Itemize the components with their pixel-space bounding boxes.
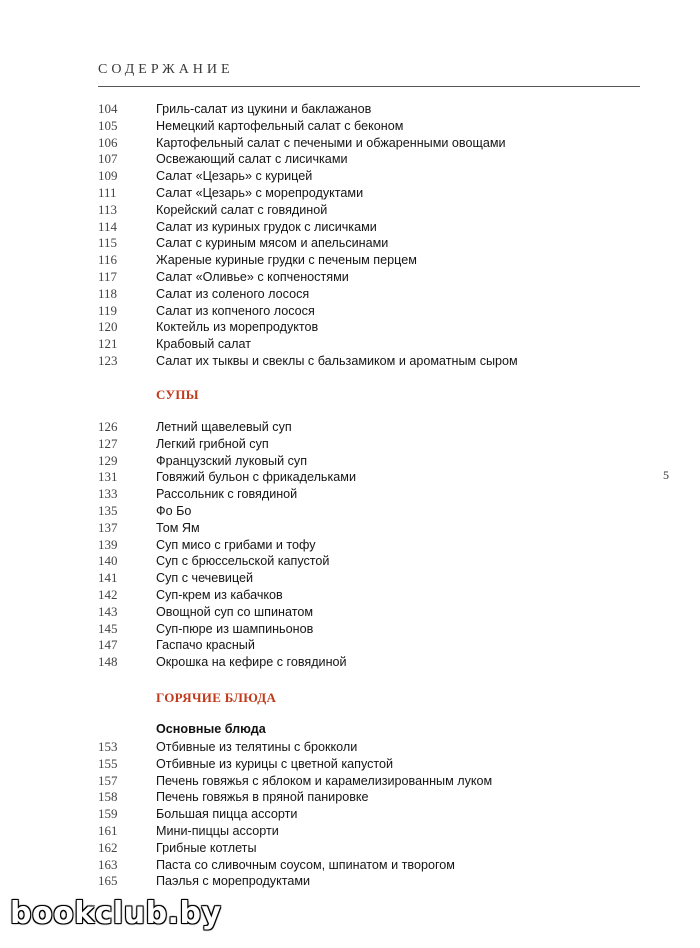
toc-entry-title: Жареные куриные грудки с печеным перцем bbox=[156, 253, 417, 268]
toc-entry-page: 143 bbox=[98, 603, 118, 619]
toc-entry-title: Легкий грибной суп bbox=[156, 436, 269, 451]
toc-entry bbox=[98, 353, 618, 370]
toc-entry-title: Паста со сливочным соусом, шпинатом и творогом bbox=[156, 857, 455, 872]
toc-entry-title: Крабовый салат bbox=[156, 337, 251, 352]
toc-entry bbox=[98, 303, 618, 320]
toc-entry-page: 148 bbox=[98, 654, 118, 670]
toc-entry bbox=[98, 520, 618, 537]
toc-entry bbox=[98, 486, 618, 503]
toc-entry-page: 115 bbox=[98, 235, 118, 251]
toc-entry-page: 165 bbox=[98, 873, 118, 889]
toc-entry-title: Окрошка на кефире с говядиной bbox=[156, 655, 347, 670]
toc-entry-page: 106 bbox=[98, 134, 118, 150]
toc-entry bbox=[98, 773, 618, 790]
toc-entry-page: 131 bbox=[98, 469, 118, 485]
section-heading-soups: СУПЫ bbox=[156, 387, 199, 402]
toc-entry-title: Мини-пиццы ассорти bbox=[156, 823, 279, 838]
toc-entry-title: Салат из соленого лосося bbox=[156, 286, 310, 301]
toc-entry-title: Салат из куриных грудок с лисичками bbox=[156, 219, 377, 234]
toc-entry bbox=[98, 336, 618, 353]
toc-entry bbox=[98, 202, 618, 219]
toc-entry-page: 123 bbox=[98, 352, 118, 368]
toc-entry-page: 158 bbox=[98, 789, 118, 805]
toc-entry-page: 105 bbox=[98, 117, 118, 133]
toc-entry-page: 120 bbox=[98, 319, 118, 335]
toc-entry-page: 121 bbox=[98, 336, 118, 352]
toc-entry bbox=[98, 101, 618, 118]
toc-entry-page: 142 bbox=[98, 586, 118, 602]
toc-entry-title: Рассольник с говядиной bbox=[156, 487, 298, 502]
toc-entry-title: Салат «Цезарь» с курицей bbox=[156, 169, 313, 184]
toc-entry-page: 127 bbox=[98, 435, 118, 451]
hot-dishes-list bbox=[98, 739, 618, 890]
toc-entry bbox=[98, 436, 618, 453]
toc-entry-title: Говяжий бульон с фрикадельками bbox=[156, 470, 356, 485]
toc-entry-page: 116 bbox=[98, 252, 118, 268]
toc-entry-title: Салат с куриным мясом и апельсинами bbox=[156, 236, 389, 251]
toc-entry-page: 111 bbox=[98, 184, 117, 200]
toc-entry-page: 117 bbox=[98, 268, 118, 284]
toc-entry-page: 163 bbox=[98, 856, 118, 872]
toc-entry-title: Суп-пюре из шампиньонов bbox=[156, 621, 314, 636]
toc-entry-page: 147 bbox=[98, 637, 118, 653]
toc-entry-page: 159 bbox=[98, 806, 118, 822]
toc-entry-title: Салат их тыквы и свеклы с бальзамиком и ароматным сыром bbox=[156, 353, 518, 368]
toc-entry-title: Отбивные из курицы с цветной капустой bbox=[156, 756, 394, 771]
toc-entry-page: 162 bbox=[98, 839, 118, 855]
toc-entry-title: Коктейль из морепродуктов bbox=[156, 320, 319, 335]
toc-entry bbox=[98, 840, 618, 857]
toc-entry-page: 119 bbox=[98, 302, 118, 318]
toc-entry-page: 145 bbox=[98, 620, 118, 636]
toc-entry bbox=[98, 319, 618, 336]
toc-entry bbox=[98, 604, 618, 621]
toc-entry-title: Грибные котлеты bbox=[156, 840, 257, 855]
toc-entry-page: 104 bbox=[98, 101, 118, 116]
toc-entry-title: Паэлья с морепродуктами bbox=[156, 874, 311, 889]
toc-entry-title: Салат «Оливье» с копченостями bbox=[156, 269, 349, 284]
watermark: bookclub.by bbox=[10, 896, 222, 931]
toc-entry-page: 140 bbox=[98, 553, 118, 569]
toc-entry-title: Немецкий картофельный салат с беконом bbox=[156, 118, 404, 133]
toc-entry-title: Салат «Цезарь» с морепродуктами bbox=[156, 185, 364, 200]
toc-entry bbox=[98, 286, 618, 303]
toc-entry-title: Печень говяжья в пряной панировке bbox=[156, 790, 369, 805]
toc-entry-page: 155 bbox=[98, 755, 118, 771]
toc-entry-title: Летний щавелевый суп bbox=[156, 420, 292, 434]
toc-entry bbox=[98, 654, 618, 671]
toc-entry bbox=[98, 469, 618, 486]
toc-entry-title: Фо Бо bbox=[156, 503, 192, 518]
toc-entry-page: 113 bbox=[98, 201, 118, 217]
toc-entry-title: Освежающий салат с лисичками bbox=[156, 152, 348, 167]
toc-entry bbox=[98, 823, 618, 840]
subheading-main-dishes: Основные блюда bbox=[156, 722, 266, 736]
toc-entry bbox=[98, 756, 618, 773]
toc-entry bbox=[98, 151, 618, 168]
toc-entry bbox=[98, 621, 618, 638]
toc-entry-page: 118 bbox=[98, 285, 118, 301]
toc-entry bbox=[98, 168, 618, 185]
toc-entry bbox=[98, 553, 618, 570]
toc-entry-page: 135 bbox=[98, 502, 118, 518]
section-heading-hot-dishes: ГОРЯЧИЕ БЛЮДА bbox=[156, 690, 277, 705]
toc-header: СОДЕРЖАНИЕ bbox=[98, 62, 234, 77]
toc-entry bbox=[98, 118, 618, 135]
toc-entry-title: Суп с чечевицей bbox=[156, 571, 254, 586]
toc-entry-page: 114 bbox=[98, 218, 118, 234]
toc-entry bbox=[98, 269, 618, 286]
toc-entry bbox=[98, 739, 618, 756]
soups-list bbox=[98, 419, 618, 671]
toc-entry-title: Гаспачо красный bbox=[156, 638, 255, 653]
toc-entry bbox=[98, 185, 618, 202]
toc-entry bbox=[98, 537, 618, 554]
toc-entry bbox=[98, 857, 618, 874]
toc-entry bbox=[98, 235, 618, 252]
toc-entry-page: 157 bbox=[98, 772, 118, 788]
salads-list bbox=[98, 101, 618, 370]
toc-entry-title: Картофельный салат с печеными и обжаренными овощами bbox=[156, 135, 506, 150]
toc-entry bbox=[98, 587, 618, 604]
toc-entry-page: 133 bbox=[98, 486, 118, 502]
toc-entry-title: Печень говяжья с яблоком и карамелизированным луком bbox=[156, 773, 493, 788]
toc-entry-page: 161 bbox=[98, 822, 118, 838]
toc-entry bbox=[98, 806, 618, 823]
toc-entry-page: 126 bbox=[98, 419, 118, 434]
toc-entry-title: Суп с брюссельской капустой bbox=[156, 554, 330, 569]
toc-entry-page: 141 bbox=[98, 570, 118, 586]
toc-entry-page: 139 bbox=[98, 536, 118, 552]
toc-entry-page: 129 bbox=[98, 452, 118, 468]
header-divider bbox=[98, 86, 640, 87]
toc-entry-title: Большая пицца ассорти bbox=[156, 807, 298, 822]
toc-entry-page: 137 bbox=[98, 519, 118, 535]
toc-entry-page: 109 bbox=[98, 168, 118, 184]
toc-entry-title: Французский луковый суп bbox=[156, 453, 308, 468]
toc-entry-page: 153 bbox=[98, 739, 118, 754]
toc-entry-title: Суп мисо с грибами и тофу bbox=[156, 537, 316, 552]
toc-entry bbox=[98, 219, 618, 236]
page-number: 5 bbox=[663, 468, 669, 482]
toc-entry-title: Суп-крем из кабачков bbox=[156, 587, 283, 602]
toc-entry-title: Корейский салат с говядиной bbox=[156, 202, 328, 217]
toc-entry-title: Отбивные из телятины с брокколи bbox=[156, 740, 358, 754]
toc-entry bbox=[98, 570, 618, 587]
toc-entry bbox=[98, 789, 618, 806]
toc-entry bbox=[98, 252, 618, 269]
toc-entry-title: Салат из копченого лосося bbox=[156, 303, 315, 318]
toc-entry-title: Овощной суп со шпинатом bbox=[156, 604, 313, 619]
toc-entry-title: Том Ям bbox=[156, 520, 200, 535]
toc-entry bbox=[98, 135, 618, 152]
toc-entry bbox=[98, 419, 618, 436]
toc-entry bbox=[98, 453, 618, 470]
toc-entry-page: 107 bbox=[98, 151, 118, 167]
toc-entry bbox=[98, 873, 618, 890]
toc-entry bbox=[98, 637, 618, 654]
toc-entry bbox=[98, 503, 618, 520]
toc-entry-title: Гриль-салат из цукини и баклажанов bbox=[156, 102, 372, 116]
